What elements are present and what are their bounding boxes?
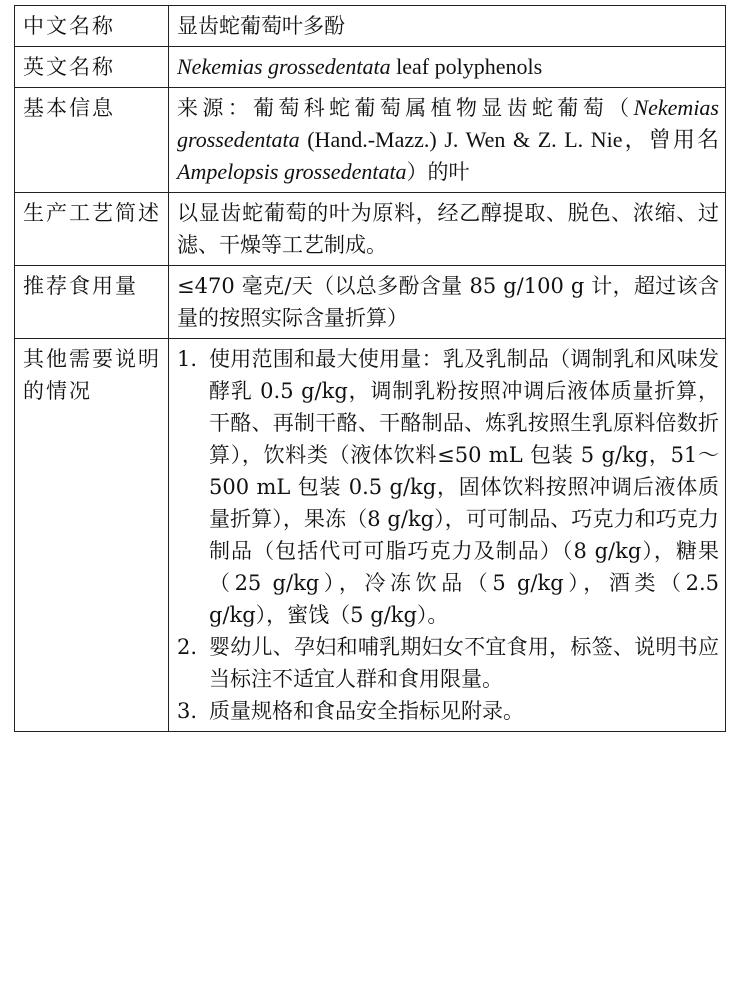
process-value: 以显齿蛇葡萄的叶为原料，经乙醇提取、脱色、浓缩、过滤、干燥等工艺制成。 — [169, 193, 726, 266]
row-process — [15, 193, 726, 266]
basic-info-former-name: Ampelopsis grossedentata — [177, 159, 407, 184]
basic-info-value — [169, 88, 726, 193]
notes-item-number: 3. — [177, 699, 198, 723]
notes-item-text: 婴幼儿、孕妇和哺乳期妇女不宜食用，标签、说明书应当标注不适宜人群和食用限量。 — [209, 635, 719, 691]
cn-name-value: 显齿蛇葡萄叶多酚 — [169, 6, 726, 47]
basic-info-authority: (Hand.-Mazz.) J. Wen & Z. L. Nie，曾用名 — [299, 127, 719, 152]
notes-item — [177, 631, 719, 695]
notes-value — [169, 339, 726, 732]
notes-label: 其他需要说明的情况 — [15, 339, 169, 732]
row-cn-name — [15, 6, 726, 47]
notes-item-text: 质量规格和食品安全指标见附录。 — [209, 699, 524, 723]
row-notes — [15, 339, 726, 732]
info-table — [14, 5, 726, 732]
notes-item — [177, 343, 719, 631]
notes-item — [177, 695, 719, 727]
cn-name-label: 中文名称 — [15, 6, 169, 47]
notes-item-number: 1. — [177, 347, 198, 371]
en-name-species: Nekemias grossedentata — [177, 54, 391, 79]
row-dosage — [15, 266, 726, 339]
basic-info-label: 基本信息 — [15, 88, 169, 193]
en-name-rest: leaf polyphenols — [390, 54, 543, 79]
notes-item-number: 2. — [177, 635, 198, 659]
row-basic-info — [15, 88, 726, 193]
dosage-label: 推荐食用量 — [15, 266, 169, 339]
en-name-value — [169, 47, 726, 88]
notes-item-text: 使用范围和最大使用量：乳及乳制品（调制乳和风味发酵乳 0.5 g/kg，调制乳粉按照冲调后液体质量折算，干酪、再制干酪、干酪制品、炼乳按照生乳原料倍数折算），饮料类（液体饮料≤50 mL 包装 5 g/kg，51～500 mL 包装 0.5 g/kg，固体饮料按照冲调后液体质量折算），果冻（8 g/kg），可可制品、巧克力和巧克力制品（包括代可可脂巧克力及制品）（8 g/kg），糖果（25 g/kg），冷冻饮品（5 g/kg），酒类（2.5 g/kg），蜜饯（5 g/kg）。 — [209, 347, 719, 627]
process-label: 生产工艺简述 — [15, 193, 169, 266]
basic-info-source: 来源：葡萄科蛇葡萄属植物显齿蛇葡萄（ — [177, 96, 634, 120]
basic-info-species: Nekemias grossedentata — [177, 95, 719, 152]
en-name-label: 英文名称 — [15, 47, 169, 88]
basic-info-part: ）的叶 — [406, 160, 470, 184]
dosage-value: ≤470 毫克/天（以总多酚含量 85 g/100 g 计，超过该含量的按照实际含量折算） — [169, 266, 726, 339]
row-en-name — [15, 47, 726, 88]
